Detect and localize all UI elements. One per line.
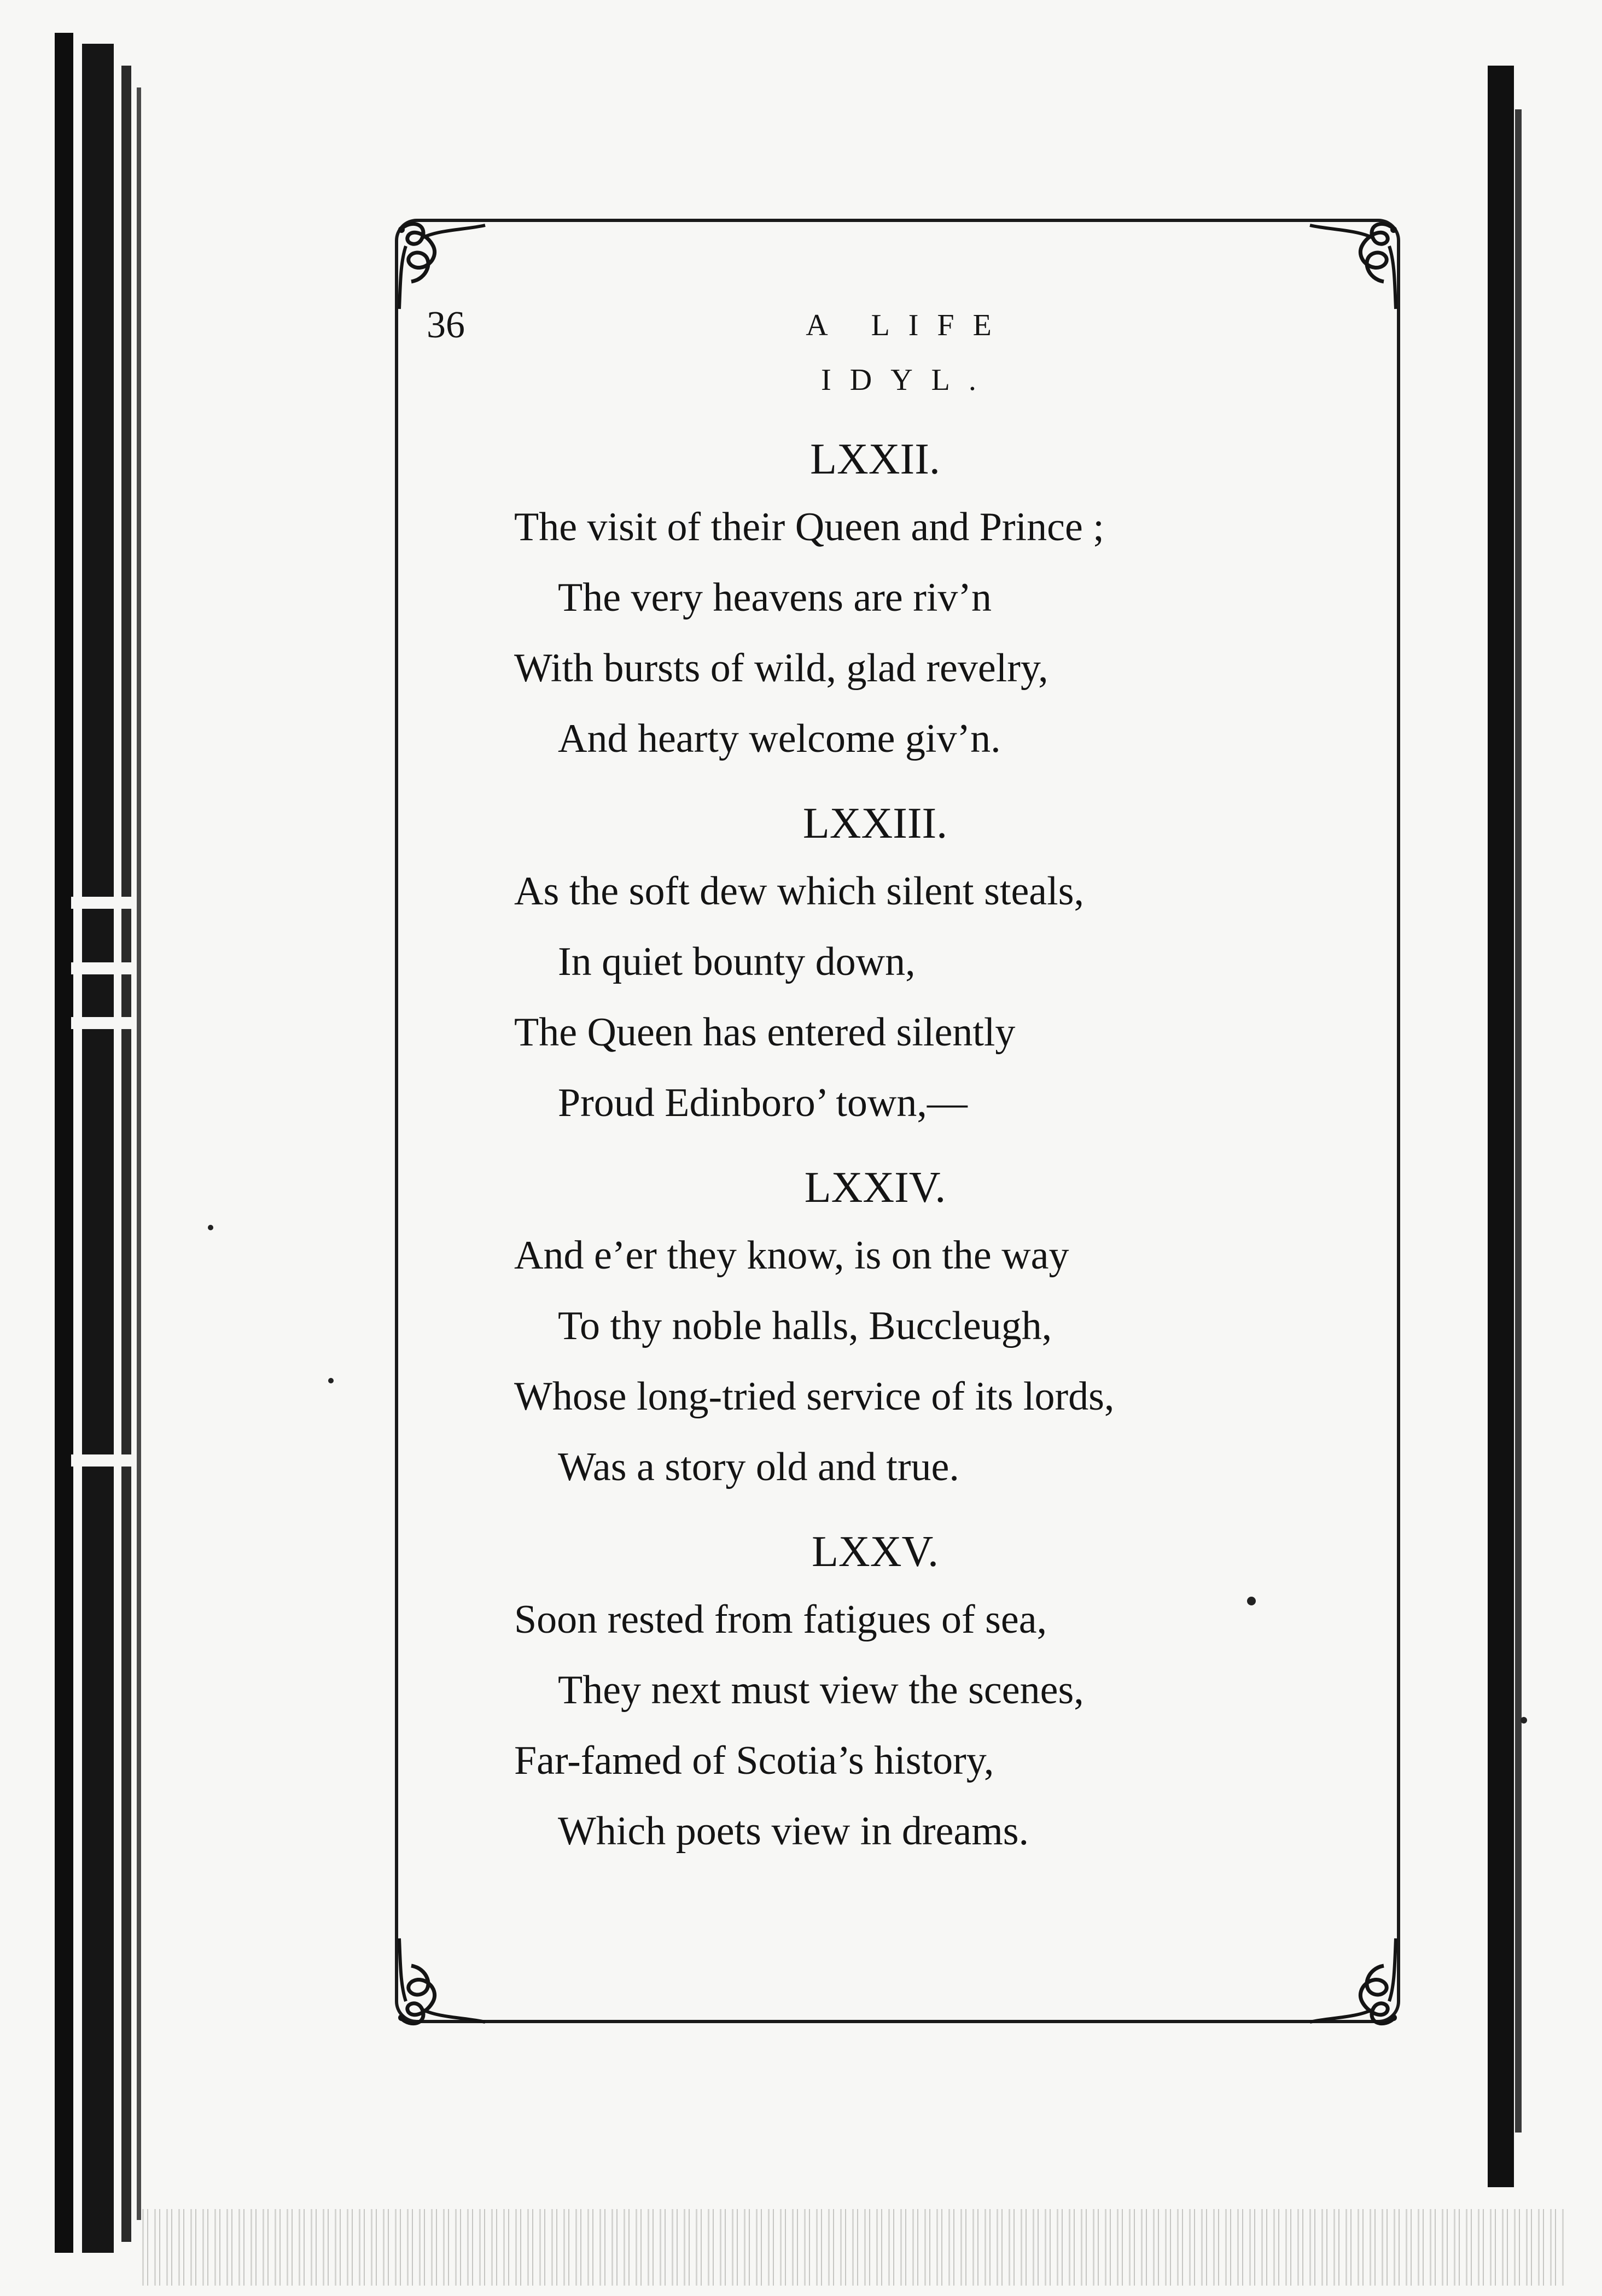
verse-line: As the soft dew which silent steals, [514,869,1084,914]
stanza [514,427,1335,774]
binding-edge [82,44,114,2253]
verse-line: The very heavens are riv’n [558,575,992,620]
page-edge-right [1515,109,1522,2133]
verse-line: Whose long-tried service of its lords, [514,1374,1115,1419]
binding-gap [71,1017,131,1029]
binding-edge [121,66,131,2242]
stanza [514,1519,1335,1867]
stanza-numeral: LXXIII. [802,799,948,848]
ink-speck [1521,1717,1527,1724]
scroll-flourish-icon [389,213,488,312]
verse-line: Soon rested from fatigues of sea, [514,1597,1047,1642]
verse-line: To thy noble halls, Buccleugh, [558,1304,1052,1348]
verse-line: Was a story old and true. [558,1445,959,1489]
stanza [514,1155,1335,1503]
stanza-numeral: LXXIV. [804,1164,946,1212]
ink-speck [208,1225,213,1230]
binding-gap [71,962,131,974]
scroll-flourish-icon [1307,1936,1406,2034]
binding-edge [137,87,141,2220]
verse-line: Which poets view in dreams. [558,1809,1029,1854]
scroll-flourish-icon [1307,213,1406,312]
page-edge-right [1488,66,1514,2187]
page-number: 36 [427,304,465,346]
verse-line: Far-famed of Scotia’s history, [514,1738,994,1783]
scan-noise [142,2209,1564,2286]
verse-line: And e’er they know, is on the way [514,1233,1069,1278]
verse-line: And hearty welcome giv’n. [558,716,1001,761]
stanza [514,791,1335,1138]
stanza-numeral: LXXII. [810,435,940,483]
verse-line: The visit of their Queen and Prince ; [514,505,1104,550]
ink-speck [328,1378,334,1383]
binding-gap [71,897,131,909]
scroll-flourish-icon [389,1936,488,2034]
verse-line: In quiet bounty down, [558,939,916,984]
running-title: A LIFE IDYL. [806,308,1010,397]
stanza-numeral: LXXV. [812,1528,939,1576]
page-header [427,298,1378,397]
binding-gap [71,1454,131,1467]
verse-line: The Queen has entered silently [514,1010,1016,1055]
binding-edge [55,33,73,2253]
verse-line: Proud Edinboro’ town,— [558,1080,968,1125]
poem-body [514,427,1335,1867]
verse-line: With bursts of wild, glad revelry, [514,646,1048,691]
verse-line: They next must view the scenes, [558,1668,1084,1713]
